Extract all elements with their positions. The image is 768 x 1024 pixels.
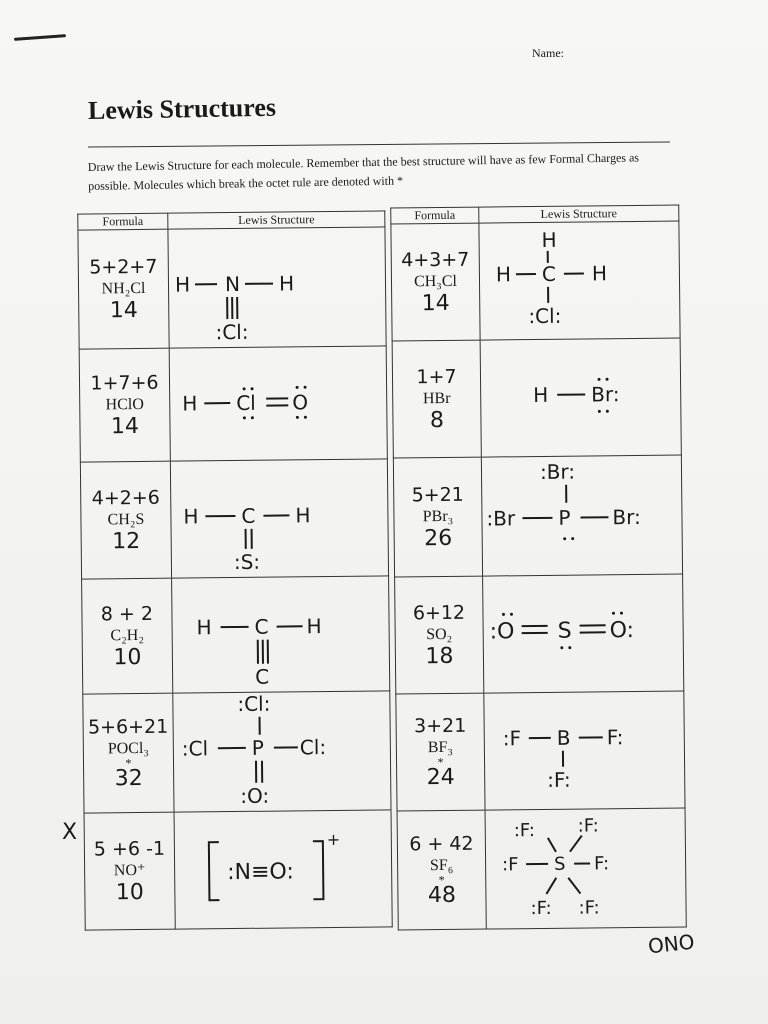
atom-f-mid-right: F: — [593, 853, 610, 875]
table-row — [80, 459, 388, 579]
formula-cell — [392, 340, 481, 458]
atom-h-right: H — [278, 271, 295, 296]
molecule-formula: CH₂S — [107, 510, 145, 529]
atom-n: N — [224, 271, 241, 297]
handwritten-grade-mark: ONO — [646, 929, 696, 959]
table-row — [83, 691, 391, 813]
right-worksheet-table — [390, 205, 687, 931]
electron-count-work: 4+2+6 — [91, 486, 160, 510]
total-valence-electrons: 14 — [110, 413, 140, 440]
handwritten-x-mark: X — [62, 820, 78, 845]
atom-f-right: F: — [606, 725, 624, 750]
lewis-structure-header: Lewis Structure — [479, 205, 679, 223]
lewis-structure-cell — [485, 808, 686, 929]
lewis-structure-cell — [168, 227, 386, 348]
molecule-formula: C₂H₂ — [110, 626, 144, 645]
table-row — [391, 221, 680, 341]
atom-f-left: :F — [502, 726, 522, 751]
atom-o-left: :O — [489, 619, 515, 645]
sf6-structure — [486, 808, 687, 928]
table-row — [392, 338, 681, 458]
atom-cl: Cl — [236, 390, 256, 415]
lewis-structure-cell — [172, 576, 390, 693]
formula-cell — [396, 693, 485, 811]
formula-cell — [84, 812, 175, 930]
electron-count-work: 5 +6 -1 — [93, 837, 166, 861]
electron-count-work: 4+3+7 — [401, 248, 470, 272]
atom-h-right: H — [306, 614, 322, 639]
molecule-formula: CH₃Cl — [413, 272, 458, 291]
formula-cell — [78, 229, 169, 349]
title-divider — [88, 141, 670, 147]
molecule-formula: HBr — [422, 389, 451, 408]
formula-header: Formula — [391, 207, 479, 224]
total-valence-electrons: 32 — [114, 765, 143, 792]
molecule-formula: SO₂ — [426, 625, 453, 644]
formula-cell — [82, 578, 173, 694]
so2-structure — [483, 574, 684, 692]
formula-header: Formula — [78, 213, 168, 230]
atom-f-bottom-right: :F: — [578, 897, 600, 919]
atom-s: S — [553, 853, 566, 875]
molecule-formula: HClO — [105, 395, 144, 414]
atom-f-top-left: :F: — [513, 820, 535, 842]
atom-o-right: O: — [609, 618, 635, 644]
table-row — [82, 576, 390, 694]
instructions-text: Draw the Lewis Structure for each molecule. Remember that the best structure will have as few Formal Charges as possible. Molecules which break the octet rule are denoted with * — [87, 150, 640, 193]
electron-count-work: 5+21 — [411, 483, 464, 507]
atom-cl-right: Cl: — [299, 735, 327, 760]
electron-count-work: 3+21 — [413, 714, 467, 738]
atom-c-top: C — [254, 614, 269, 639]
atom-h: H — [533, 382, 549, 408]
atom-br-right: Br: — [612, 504, 641, 530]
electron-count-work: 6+12 — [412, 601, 466, 625]
lewis-structure-cell — [484, 691, 685, 810]
left-worksheet-table — [77, 210, 392, 930]
table-row — [79, 346, 387, 462]
formula-cell — [395, 576, 484, 694]
atom-h: H — [182, 391, 198, 416]
molecule-formula: NH₂Cl — [101, 279, 146, 298]
molecule-formula: NO⁺ — [113, 861, 146, 880]
atom-c: C — [241, 503, 256, 528]
total-valence-electrons: 8 — [429, 407, 445, 434]
hclo-structure — [170, 346, 388, 460]
atom-o: :O: — [240, 783, 270, 808]
atom-h-top: H — [541, 227, 557, 252]
total-valence-electrons: 18 — [425, 643, 454, 670]
atom-cl-top: :Cl: — [237, 691, 271, 716]
electron-count-work: 5+2+7 — [89, 255, 158, 279]
atom-cl: :Cl: — [528, 303, 562, 329]
total-valence-electrons: 10 — [113, 644, 142, 671]
electron-count-work: 8 + 2 — [100, 602, 154, 626]
lewis-structure-cell — [173, 691, 391, 812]
table-row — [395, 574, 684, 694]
formula-cell — [79, 348, 170, 462]
atom-s: :S: — [233, 549, 261, 575]
formula-cell — [393, 457, 482, 577]
table-row — [397, 808, 686, 930]
electron-count-work: 1+7 — [416, 365, 457, 389]
atom-f-bottom-left: :F: — [530, 897, 552, 920]
atom-br-top: :Br: — [539, 459, 576, 484]
c2h2-structure — [172, 576, 390, 692]
atom-h-left: H — [196, 615, 212, 640]
atom-p: P — [558, 505, 571, 530]
no-plus-structure — [175, 810, 393, 928]
octet-exception-star: * — [437, 755, 444, 770]
atom-h-left: H — [183, 504, 199, 529]
lewis-structure-cell — [481, 455, 682, 576]
formula-cell — [391, 223, 480, 341]
no-plus-atoms: :N≡O: — [227, 859, 294, 886]
lewis-structure-cell — [170, 459, 388, 578]
molecule-formula: POCl₃ — [107, 739, 150, 758]
atom-cl-left: :Cl — [181, 736, 209, 761]
atom-c-bottom: C — [254, 664, 270, 689]
total-valence-electrons: 48 — [427, 882, 457, 909]
total-valence-electrons: 14 — [109, 298, 138, 324]
table-row — [84, 810, 392, 930]
ch2s-structure — [171, 459, 389, 577]
molecule-formula: BF₃ — [427, 738, 454, 757]
lewis-structure-cell — [479, 221, 680, 340]
total-valence-electrons: 26 — [424, 525, 453, 552]
atom-br-left: :Br — [486, 506, 516, 531]
hbr-structure — [481, 338, 682, 456]
octet-exception-star: * — [438, 872, 445, 888]
name-label: Name: — [532, 46, 564, 60]
electron-count-work: 6 + 42 — [409, 832, 474, 856]
ch3cl-structure — [479, 222, 680, 340]
pbr3-structure — [482, 455, 683, 575]
total-valence-electrons: 12 — [112, 528, 141, 555]
table-row — [78, 227, 386, 349]
lewis-structure-cell — [169, 346, 387, 461]
atom-h-right: H — [591, 261, 608, 286]
total-valence-electrons: 10 — [115, 879, 144, 906]
atom-cl: :Cl: — [215, 319, 249, 345]
atom-h-right: H — [295, 503, 311, 528]
molecule-formula: SF₆ — [429, 856, 454, 875]
octet-exception-star: * — [125, 756, 132, 771]
total-valence-electrons: 24 — [426, 764, 455, 791]
formula-cell — [83, 693, 174, 813]
table-row — [396, 691, 685, 811]
electron-count-work: 1+7+6 — [90, 371, 159, 395]
atom-o: O — [292, 390, 309, 415]
atom-f-mid-left: :F — [502, 854, 519, 876]
table-row — [393, 455, 682, 577]
atom-h-left: H — [174, 272, 191, 297]
lewis-structure-header: Lewis Structure — [168, 211, 385, 229]
atom-f-top-right: :F: — [577, 815, 599, 837]
atom-br: Br: — [591, 382, 620, 407]
atom-b: B — [556, 725, 571, 750]
pen-mark — [14, 34, 66, 41]
atom-c: C — [541, 261, 557, 286]
total-valence-electrons: 14 — [421, 290, 450, 317]
lewis-structure-cell — [483, 574, 684, 693]
atom-f-bottom: :F: — [547, 767, 571, 792]
lewis-structure-cell — [480, 338, 681, 457]
ion-charge: + — [326, 829, 341, 850]
atom-h-left: H — [495, 262, 512, 287]
lewis-structure-cell — [174, 810, 392, 929]
bf3-structure — [484, 691, 685, 809]
atom-p: P — [251, 735, 265, 760]
electron-count-work: 5+6+21 — [87, 715, 169, 739]
formula-cell — [397, 810, 486, 930]
page-title: Lewis Structures — [87, 92, 277, 125]
nh2cl-structure — [168, 227, 386, 347]
formula-cell — [80, 461, 171, 579]
molecule-formula: PBr₃ — [422, 507, 454, 526]
atom-s: S — [557, 618, 572, 644]
pocl3-structure — [173, 691, 391, 811]
